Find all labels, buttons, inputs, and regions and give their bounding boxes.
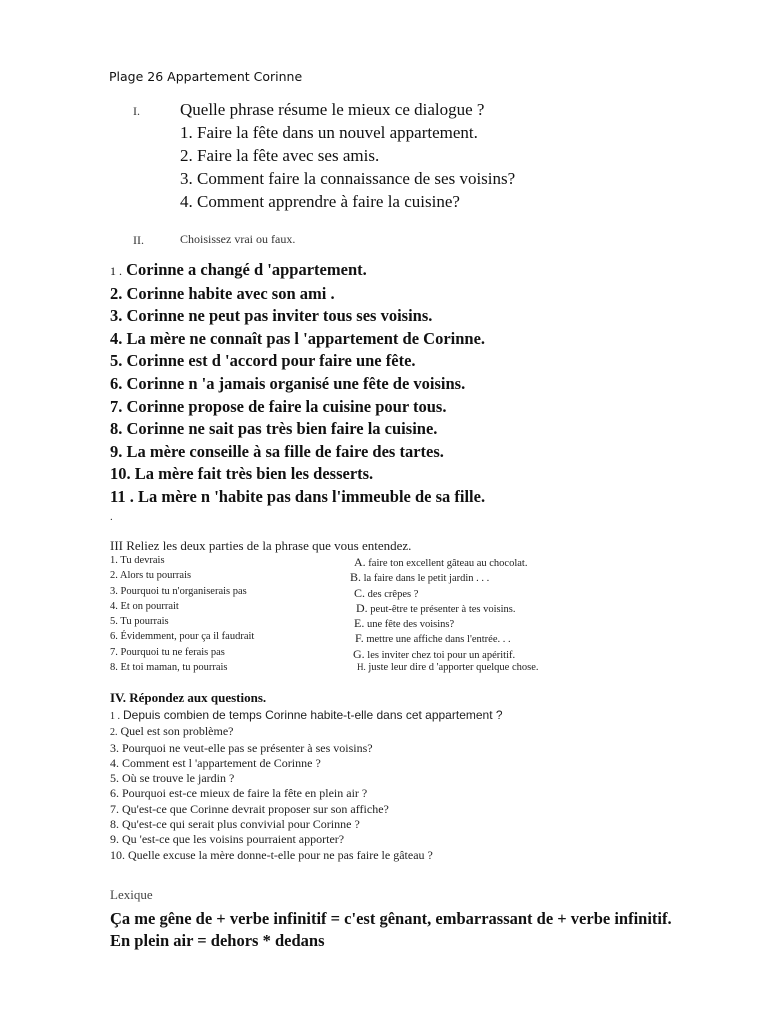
item-text: Quel est son problème? bbox=[120, 724, 234, 739]
matching-left: 2. Alors tu pourrais bbox=[110, 570, 192, 582]
question-item bbox=[110, 708, 503, 724]
item-prefix: 2. bbox=[110, 727, 118, 739]
matching-letter: E. bbox=[354, 616, 365, 631]
item-text: Corinne a changé d 'appartement. bbox=[126, 260, 367, 279]
matching-row bbox=[110, 631, 670, 646]
matching-letter: F. bbox=[355, 631, 364, 646]
question-item: 4. Comment est l 'appartement de Corinne ? bbox=[110, 755, 321, 770]
section-1-numeral: I. bbox=[133, 104, 140, 118]
matching-left: 8. Et toi maman, tu pourrais bbox=[110, 662, 228, 674]
matching-letter: C. bbox=[354, 585, 366, 600]
true-false-item: 5. Corinne est d 'accord pour faire une fête. bbox=[110, 351, 416, 371]
question-item: 8. Qu'est-ce qui serait plus convivial pour Corinne ? bbox=[110, 817, 360, 832]
true-false-item: 3. Corinne ne peut pas inviter tous ses voisins. bbox=[110, 306, 433, 326]
matching-left: 6. Évidemment, pour ça il faudrait bbox=[110, 631, 255, 643]
section-1-option: 4. Comment apprendre à faire la cuisine? bbox=[180, 192, 460, 211]
true-false-item: 10. La mère fait très bien les desserts. bbox=[110, 464, 374, 484]
matching-row bbox=[110, 601, 670, 616]
matching-left: 7. Pourquoi tu ne ferais pas bbox=[110, 646, 225, 658]
question-item bbox=[110, 724, 503, 740]
true-false-item: 11 . La mère n 'habite pas dans l'immeuble de sa fille. bbox=[110, 486, 486, 506]
matching-row bbox=[110, 586, 670, 601]
matching-row bbox=[110, 662, 670, 677]
section-4-title-text: IV. Répondez aux questions bbox=[110, 690, 263, 705]
matching-left: 3. Pourquoi tu n'organiserais pas bbox=[110, 585, 247, 597]
true-false-item: 4. La mère ne connaît pas l 'appartement de Corinne. bbox=[110, 328, 486, 348]
matching-right bbox=[356, 601, 516, 616]
true-false-item bbox=[110, 259, 485, 283]
matching-left: 4. Et on pourrait bbox=[110, 600, 179, 612]
section-1-option: 2. Faire la fête avec ses amis. bbox=[180, 146, 380, 165]
matching-text: les inviter chez toi pour un apéritif. bbox=[367, 649, 516, 661]
question-item: 3. Pourquoi ne veut-elle pas se présenter à ses voisins? bbox=[110, 740, 373, 755]
matching-text: mettre une affiche dans l'entrée. . . bbox=[366, 634, 511, 646]
matching-row bbox=[110, 647, 670, 662]
matching-right bbox=[354, 555, 527, 570]
section-1-block bbox=[180, 98, 515, 213]
matching-right bbox=[354, 616, 454, 631]
section-2-title: Choisissez vrai ou faux. bbox=[180, 232, 296, 246]
item-prefix: 1 . bbox=[110, 711, 120, 722]
matching-right bbox=[354, 586, 418, 601]
matching-right bbox=[353, 647, 515, 662]
item-prefix: 1 . bbox=[110, 264, 122, 278]
matching-letter: B. bbox=[350, 570, 362, 585]
matching-left: 5. Tu pourrais bbox=[110, 616, 169, 628]
question-item: 10. Quelle excuse la mère donne-t-elle pour ne pas faire le gâteau ? bbox=[110, 847, 433, 862]
section-1-option: 3. Comment faire la connaissance de ses voisins? bbox=[180, 169, 516, 188]
matching-right bbox=[357, 662, 539, 673]
matching-table bbox=[110, 555, 670, 677]
matching-letter: A. bbox=[354, 555, 366, 569]
lexique-line: En plein air = dehors * dedans bbox=[110, 931, 325, 950]
lexique-block bbox=[110, 908, 672, 952]
true-false-list bbox=[110, 259, 485, 509]
matching-letter: D. bbox=[356, 600, 368, 615]
matching-text: peut-être te présenter à tes voisins. bbox=[370, 603, 516, 615]
matching-letter: H. bbox=[357, 662, 366, 673]
matching-text: une fête des voisins? bbox=[366, 619, 455, 631]
question-item: 9. Qu 'est-ce que les voisins pourraient apporter? bbox=[110, 832, 345, 847]
section-1-question: Quelle phrase résume le mieux ce dialogue ? bbox=[180, 100, 485, 119]
matching-letter: G. bbox=[353, 646, 365, 661]
lexique-title: Lexique bbox=[110, 887, 153, 902]
matching-text: faire ton excellent gâteau au chocolat. bbox=[368, 558, 528, 569]
matching-text: des crêpes ? bbox=[367, 588, 419, 600]
question-item: 5. Où se trouve le jardin ? bbox=[110, 771, 235, 786]
true-false-item: 6. Corinne n 'a jamais organisé une fête de voisins. bbox=[110, 373, 466, 393]
matching-right bbox=[350, 570, 489, 585]
section-1-option: 1. Faire la fête dans un nouvel appartement. bbox=[180, 123, 478, 142]
matching-text: la faire dans le petit jardin . . . bbox=[363, 573, 490, 585]
lexique-line: Ça me gêne de + verbe infinitif = c'est gênant, embarrassant de + verbe infinitif. bbox=[110, 909, 672, 928]
section-3-title: III Reliez les deux parties de la phrase que vous entendez. bbox=[110, 538, 412, 553]
page-header: Plage 26 Appartement Corinne bbox=[109, 69, 303, 84]
true-false-item: 8. Corinne ne sait pas très bien faire la cuisine. bbox=[110, 419, 438, 439]
section-4-title: IV. Répondez aux questions. bbox=[110, 690, 267, 705]
question-item: 6. Pourquoi est-ce mieux de faire la fête en plein air ? bbox=[110, 786, 368, 801]
matching-right bbox=[355, 631, 511, 646]
matching-left: 1. Tu devrais bbox=[110, 555, 165, 566]
stray-dot: . bbox=[110, 511, 113, 523]
matching-row bbox=[110, 616, 670, 631]
true-false-item: 7. Corinne propose de faire la cuisine pour tous. bbox=[110, 396, 447, 416]
item-text: Depuis combien de temps Corinne habite-t-elle dans cet appartement ? bbox=[123, 708, 503, 722]
question-item: 7. Qu'est-ce que Corinne devrait proposer sur son affiche? bbox=[110, 801, 389, 816]
true-false-item: 2. Corinne habite avec son ami . bbox=[110, 283, 335, 303]
questions-list bbox=[110, 708, 503, 863]
matching-row bbox=[110, 555, 670, 570]
section-2-numeral: II. bbox=[133, 233, 144, 247]
true-false-item: 9. La mère conseille à sa fille de faire des tartes. bbox=[110, 441, 444, 461]
matching-text: juste leur dire d 'apporter quelque chose. bbox=[368, 662, 539, 674]
matching-row bbox=[110, 570, 670, 585]
